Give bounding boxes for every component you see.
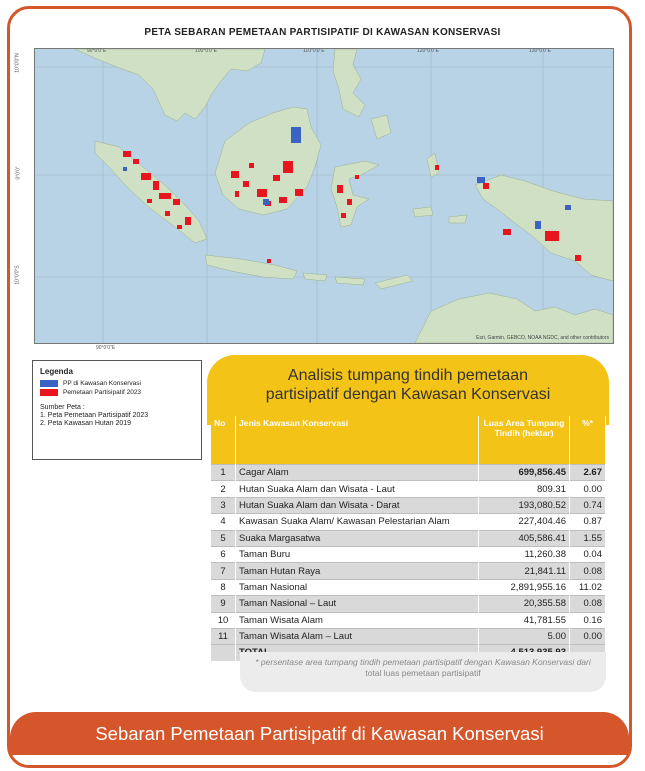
cell-luas: 20,355.58 <box>479 596 570 612</box>
header-pct: %* <box>570 416 606 465</box>
header-jenis: Jenis Kawasan Konservasi <box>236 416 479 465</box>
table-row <box>211 612 606 628</box>
cell-luas: 11,260.38 <box>479 546 570 562</box>
lon-label-110: 110°0'0"E <box>303 48 325 54</box>
legend-item-label: Pemetaan Partisipatif 2023 <box>63 389 142 396</box>
cell-no: 8 <box>211 579 236 595</box>
lat-label-0: 0°0'0" <box>15 166 22 180</box>
cell-luas: 405,586.41 <box>479 530 570 546</box>
footnote-plain: total luas pemetaan partisipatif <box>365 668 481 678</box>
cell-pct: 0.00 <box>570 481 606 497</box>
footnote <box>240 652 606 692</box>
table-row <box>211 579 606 595</box>
legend-item-partisipatif <box>40 389 194 396</box>
cell-no: 11 <box>211 628 236 644</box>
cell-jenis: Taman Hutan Raya <box>236 563 479 579</box>
table-row <box>211 563 606 579</box>
cell-jenis: Taman Nasional – Laut <box>236 596 479 612</box>
lon-label-120: 120°0'0"E <box>417 48 439 54</box>
cell-no: 9 <box>211 596 236 612</box>
lon-label-100: 100°0'0"E <box>195 48 217 54</box>
cell-pct: 1.55 <box>570 530 606 546</box>
lon-label-130: 130°0'0"E <box>529 48 551 54</box>
legend-item-pp <box>40 380 194 387</box>
cell-jenis: Kawasan Suaka Alam/ Kawasan Pelestarian Alam <box>236 514 479 530</box>
lon-label-90: 90°0'0"E <box>87 48 107 54</box>
panel-title-line2: partisipatif dengan Kawasan Konservasi <box>265 386 551 403</box>
map-graphic <box>35 49 613 343</box>
source-item: 1. Peta Pemetaan Partisipatif 2023 <box>40 412 149 419</box>
lat-label-10s: 10°0'0"S <box>14 265 21 285</box>
source-item: 2. Peta Kawasan Hutan 2019 <box>40 420 132 427</box>
legend-item-label: PP di Kawasan Konservasi <box>63 380 141 387</box>
table-row <box>211 497 606 513</box>
cell-pct: 0.74 <box>570 497 606 513</box>
cell-luas: 227,404.46 <box>479 514 570 530</box>
pp-swatch <box>40 380 58 387</box>
cell-pct: 0.87 <box>570 514 606 530</box>
cell-no: 1 <box>211 465 236 481</box>
cell-jenis: Hutan Suaka Alam dan Wisata - Darat <box>236 497 479 513</box>
cell-no: 5 <box>211 530 236 546</box>
cell-pct: 0.04 <box>570 546 606 562</box>
cell-jenis: Cagar Alam <box>236 465 479 481</box>
cell-pct: 0.08 <box>570 596 606 612</box>
table-row <box>211 596 606 612</box>
map-attribution: Esri, Garmin, GEBCO, NOAA NGDC, and other contributors <box>476 335 609 341</box>
table-row <box>211 530 606 546</box>
partisipatif-swatch <box>40 389 58 396</box>
analysis-panel-title <box>207 366 609 404</box>
cell-luas: 41,781.55 <box>479 612 570 628</box>
table-row <box>211 465 606 481</box>
cell-luas: 21,841.11 <box>479 563 570 579</box>
cell-luas: 809.31 <box>479 481 570 497</box>
lat-label-10n: 10°0'0"N <box>14 53 21 73</box>
cell-pct: 0.08 <box>570 563 606 579</box>
cell-no: 10 <box>211 612 236 628</box>
header-luas: Luas Area Tumpang Tindih (hektar) <box>479 416 570 465</box>
cell-total-no <box>211 645 236 661</box>
overlap-table-wrap <box>211 416 606 661</box>
cell-no: 4 <box>211 514 236 530</box>
cell-no: 7 <box>211 563 236 579</box>
cell-jenis: Taman Wisata Alam <box>236 612 479 628</box>
overlap-table <box>211 416 606 661</box>
cell-pct: 11.02 <box>570 579 606 595</box>
cell-jenis: Taman Wisata Alam – Laut <box>236 628 479 644</box>
cell-jenis: Taman Buru <box>236 546 479 562</box>
table-row <box>211 546 606 562</box>
map-title: PETA SEBARAN PEMETAAN PARTISIPATIF DI KAWASAN KONSERVASI <box>144 27 501 38</box>
bottom-banner: Sebaran Pemetaan Partisipatif di Kawasan Konservasi <box>10 712 629 755</box>
cell-no: 2 <box>211 481 236 497</box>
cell-pct: 2.67 <box>570 465 606 481</box>
table-row <box>211 481 606 497</box>
cell-pct: 0.16 <box>570 612 606 628</box>
map-legend <box>32 360 202 460</box>
header-no: No <box>211 416 236 465</box>
cell-luas: 193,080.52 <box>479 497 570 513</box>
table-row <box>211 628 606 644</box>
cell-jenis: Hutan Suaka Alam dan Wisata - Laut <box>236 481 479 497</box>
cell-luas: 2,891,955.16 <box>479 579 570 595</box>
legend-title: Legenda <box>40 367 73 376</box>
cell-jenis: Taman Nasional <box>236 579 479 595</box>
table-body <box>211 465 606 661</box>
cell-no: 6 <box>211 546 236 562</box>
table-header-row <box>211 416 606 465</box>
cell-jenis: Suaka Margasatwa <box>236 530 479 546</box>
table-row <box>211 514 606 530</box>
indonesia-map <box>34 48 614 344</box>
panel-title-line1: Analisis tumpang tindih pemetaan <box>287 367 529 384</box>
cell-luas: 699,856.45 <box>479 465 570 481</box>
cell-luas: 5.00 <box>479 628 570 644</box>
sources-title: Sumber Peta : <box>40 404 85 411</box>
cell-no: 3 <box>211 497 236 513</box>
cell-pct: 0.00 <box>570 628 606 644</box>
bottom-lon-label: 90°0'0"E <box>96 345 116 351</box>
footnote-italic: * persentase area tumpang tindih pemetaan partisipatif dengan Kawasan Konservasi dari <box>255 657 591 667</box>
